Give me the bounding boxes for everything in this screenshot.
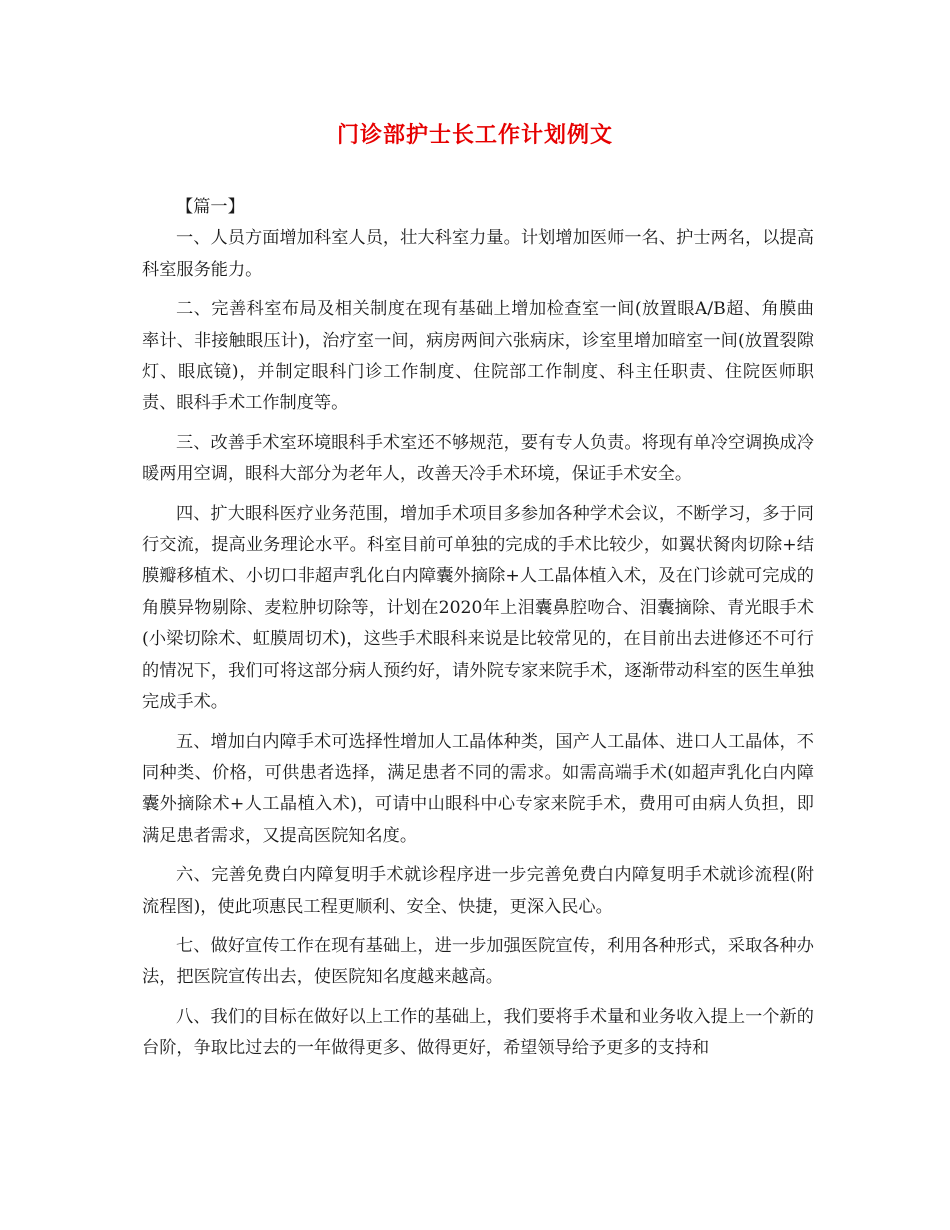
paragraph-3: 三、改善手术室环境眼科手术室还不够规范，要有专人负责。将现有单冷空调换成冷暖两用空调，眼科大部分为老年人，改善天冷手术环境，保证手术安全。 [142,432,814,485]
paragraph-1: 一、人员方面增加科室人员，壮大科室力量。计划增加医师一名、护士两名，以提高科室服务能力。 [142,228,814,280]
paragraph-2: 二、完善科室布局及相关制度在现有基础上增加检查室一间(放置眼A/B超、角膜曲率计、非接触眼压计)，治疗室一间，病房两间六张病床，诊室里增加暗室一间(放置裂隙灯、眼底镜)，并制定眼科门诊工作制度、住院部工作制度、科主任职责、住院医师职责、眼科手术工作制度等。 [142,299,814,414]
paragraph-7: 七、做好宣传工作在现有基础上，进一步加强医院宣传，利用各种形式，采取各种办法，把医院宣传出去，使医院知名度越来越高。 [142,935,814,988]
section-label: 【篇一】 [176,197,245,217]
paragraph-4: 四、扩大眼科医疗业务范围，增加手术项目多参加各种学术会议，不断学习，多于同行交流，提高业务理论水平。科室目前可单独的完成的手术比较少，如翼状胬肉切除+结膜瓣移植术、小切口非超声乳化白内障囊外摘除+人工晶体植入术，及在门诊就可完成的角膜异物剔除、麦粒肿切除等，计划在2020年上泪囊鼻腔吻合、泪囊摘除、青光眼手术(小梁切除术、虹膜周切术)，这些手术眼科来说是比较常见的，在目前出去进修还不可行的情况下，我们可将这部分病人预约好，请外院专家来院手术，逐渐带动科室的医生单独完成手术。 [142,503,814,713]
paragraph-5: 五、增加白内障手术可选择性增加人工晶体种类，国产人工晶体、进口人工晶体，不同种类、价格，可供患者选择，满足患者不同的需求。如需高端手术(如超声乳化白内障囊外摘除术+人工晶植入术)，可请中山眼科中心专家来院手术，费用可由病人负担，即满足患者需求，又提高医院知名度。 [142,731,814,846]
document-title: 门诊部护士长工作计划例文 [336,122,613,148]
paragraph-6: 六、完善免费白内障复明手术就诊程序进一步完善免费白内障复明手术就诊流程(附流程图)，使此项惠民工程更顺利、安全、快捷，更深入民心。 [142,865,814,917]
paragraph-8: 八、我们的目标在做好以上工作的基础上，我们要将手术量和业务收入提上一个新的台阶，争取比过去的一年做得更多、做得更好，希望领导给予更多的支持和 [142,1006,814,1059]
document-body [142,192,814,1073]
